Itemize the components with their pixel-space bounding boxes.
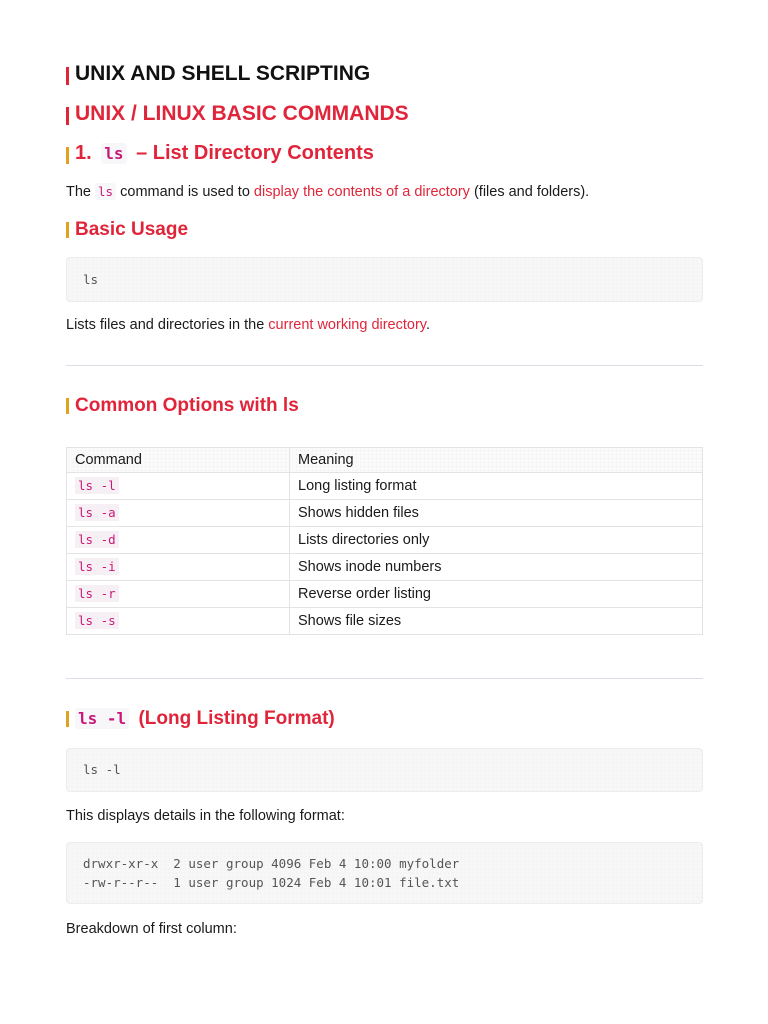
common-options-heading: Common Options with ls: [66, 395, 299, 417]
long-listing-heading: [66, 708, 335, 730]
command-code: ls -l: [75, 477, 119, 494]
command-code: ls -i: [75, 558, 119, 575]
table-row: [67, 581, 703, 608]
intro-paragraph: The ls command is used to display the contents of a directory (files and folders).: [66, 184, 590, 200]
code-block: ls -l: [66, 748, 703, 792]
heading-accent-bar: [66, 107, 69, 125]
meaning-cell: Shows file sizes: [290, 608, 703, 635]
section-number: 1.: [75, 142, 92, 164]
section-title: – List Directory Contents: [136, 142, 374, 164]
highlight-text: display the contents of a directory: [253, 184, 470, 200]
section-code: ls: [101, 143, 126, 164]
command-code: ls -a: [75, 504, 119, 521]
meaning-cell: Reverse order listing: [290, 581, 703, 608]
heading-accent-bar: [66, 711, 69, 727]
table-row: [67, 473, 703, 500]
heading-accent-bar: [66, 398, 69, 414]
heading-accent-bar: [66, 67, 69, 85]
inline-code: ls: [95, 183, 116, 200]
code-block: ls: [66, 257, 703, 302]
column-header-command: Command: [67, 448, 290, 473]
highlight-text: current working directory: [268, 317, 426, 333]
heading-accent-bar: [66, 147, 69, 164]
document-title: UNIX AND SHELL SCRIPTING: [66, 62, 370, 86]
table-row: [67, 500, 703, 527]
long-listing-description: This displays details in the following format:: [66, 808, 345, 824]
table-header-row: [67, 448, 703, 473]
meaning-cell: Shows inode numbers: [290, 554, 703, 581]
heading-code: ls -l: [75, 708, 129, 729]
divider: [66, 678, 703, 679]
basic-usage-description: Lists files and directories in the current working directory.: [66, 317, 431, 333]
meaning-cell: Shows hidden files: [290, 500, 703, 527]
breakdown-label: Breakdown of first column:: [66, 921, 237, 937]
divider: [66, 365, 703, 366]
command-code: ls -s: [75, 612, 119, 629]
table-row: [67, 554, 703, 581]
document-subtitle: UNIX / LINUX BASIC COMMANDS: [66, 102, 409, 126]
heading-text: (Long Listing Format): [138, 708, 335, 729]
heading-accent-bar: [66, 222, 69, 238]
output-line: -rw-r--r-- 1 user group 1024 Feb 4 10:01 file.txt: [83, 875, 460, 890]
table-row: [67, 527, 703, 554]
basic-usage-heading: Basic Usage: [66, 219, 188, 241]
column-header-meaning: Meaning: [290, 448, 703, 473]
command-code: ls -r: [75, 585, 119, 602]
output-code-block: [66, 842, 703, 904]
output-line: drwxr-xr-x 2 user group 4096 Feb 4 10:00 myfolder: [83, 856, 460, 871]
command-code: ls -d: [75, 531, 119, 548]
options-table: [66, 447, 703, 635]
meaning-cell: Lists directories only: [290, 527, 703, 554]
meaning-cell: Long listing format: [290, 473, 703, 500]
section-heading-ls: [66, 142, 374, 165]
table-row: [67, 608, 703, 635]
